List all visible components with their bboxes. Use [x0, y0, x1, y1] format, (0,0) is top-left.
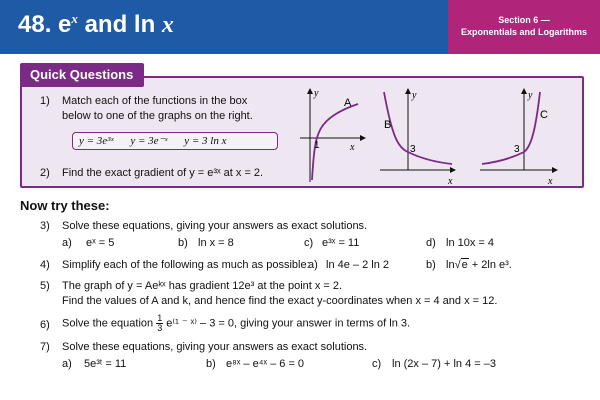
graph-c-curve — [482, 92, 540, 164]
q2-text: Find the exact gradient of y = e³ˣ at x = 2. — [62, 167, 264, 179]
graph-a-intercept: 1 — [314, 140, 320, 151]
function-2: y = 3e⁻ˣ — [130, 135, 168, 147]
q7-b-label: b) — [206, 358, 216, 370]
q3-text: Solve these equations, giving your answers as exact solutions. — [62, 220, 368, 232]
q3-b: ln x = 8 — [198, 237, 234, 249]
q4-number: 4) — [40, 259, 50, 271]
graph-b-x-arrow — [450, 167, 456, 173]
q7-c-label: c) — [372, 358, 382, 370]
q6-frac-num: 1 — [157, 313, 163, 323]
q6-fraction — [156, 314, 163, 333]
q2-number: 2) — [40, 167, 50, 179]
q4-b-sqrt: e — [461, 259, 468, 271]
title-x: x — [161, 12, 174, 38]
q7-b: e⁸ˣ – e⁴ˣ – 6 = 0 — [226, 358, 305, 370]
graph-b-y-label: y — [412, 90, 417, 101]
q3-d-label: d) — [426, 237, 436, 249]
graph-a-x-arrow — [360, 135, 366, 141]
q6-pre: Solve the equation — [62, 317, 154, 330]
q7-a-label: a) — [62, 358, 72, 370]
graph-c-x-arrow — [552, 167, 558, 173]
graph-b-x-label: x — [448, 176, 453, 187]
q6-post: e⁽¹ ⁻ ˣ⁾ – 3 = 0, giving your answer in terms of ln 3. — [166, 317, 411, 330]
q6-number: 6) — [40, 319, 50, 331]
graph-c-label: C — [540, 109, 548, 121]
q4-a: ln 4e – 2 ln 2 — [326, 259, 389, 271]
q3-number: 3) — [40, 220, 50, 232]
graph-b — [378, 86, 460, 190]
function-3: y = 3 ln x — [184, 135, 227, 147]
graph-c-y-label: y — [528, 90, 533, 101]
graph-a-x-label: x — [350, 142, 355, 153]
q3-b-label: b) — [178, 237, 188, 249]
q3-c-label: c) — [304, 237, 314, 249]
quick-questions-tab: Quick Questions — [20, 63, 144, 87]
q4-text: Simplify each of the following as much as possible: — [62, 259, 310, 271]
graph-b-label: B — [384, 119, 392, 131]
q6-text — [62, 314, 410, 333]
graph-a — [296, 86, 368, 186]
q4-b: ln√e + 2ln e³. — [446, 259, 512, 271]
q3-a: eˣ = 5 — [86, 237, 115, 249]
q1-line-2: below to one of the graphs on the right. — [62, 110, 253, 122]
graph-b-y-arrow — [405, 88, 411, 94]
q7-number: 7) — [40, 341, 50, 353]
graph-c-x-label: x — [548, 176, 553, 187]
q7-c: ln (2x – 7) + ln 4 = –3 — [392, 358, 496, 370]
q3-a-label: a) — [62, 237, 72, 249]
q5-line-2: Find the values of A and k, and hence find the exact y-coordinates when x = 4 and x = 12. — [62, 295, 498, 307]
now-try-heading: Now try these: — [20, 198, 110, 213]
graph-c-intercept: 3 — [514, 144, 520, 155]
q1-line-1: Match each of the functions in the box — [62, 95, 248, 107]
q4-a-label: a) — [308, 259, 318, 271]
section-badge — [448, 0, 600, 54]
q6-frac-den: 3 — [157, 323, 163, 333]
q5-number: 5) — [40, 280, 50, 292]
page-title — [18, 11, 174, 39]
q3-c: e³ˣ = 11 — [322, 237, 360, 249]
section-line-1: Section 6 — — [498, 15, 550, 25]
q4-b-label: b) — [426, 259, 436, 271]
title-and-ln: and ln — [84, 11, 156, 38]
graph-a-y-label: y — [314, 88, 319, 99]
function-1: y = 3e³ˣ — [79, 135, 114, 147]
q4-b-ln: ln — [446, 259, 455, 271]
q4-b-rest: + 2ln e³. — [471, 259, 512, 271]
q7-a: 5e³ᵗ = 11 — [84, 358, 127, 370]
section-line-2: Exponentials and Logarithms — [460, 27, 588, 37]
title-number: 48. — [18, 11, 52, 38]
graph-b-curve — [384, 92, 452, 164]
graph-c — [478, 86, 562, 190]
q3-d: ln 10x = 4 — [446, 237, 495, 249]
graph-a-label: A — [344, 97, 352, 109]
title-superscript: x — [71, 11, 78, 26]
title-e: e — [58, 11, 72, 38]
function-box — [72, 132, 278, 150]
q1-number: 1) — [40, 95, 50, 107]
graph-b-intercept: 3 — [410, 144, 416, 155]
q7-text: Solve these equations, giving your answers as exact solutions. — [62, 341, 368, 353]
q5-line-1: The graph of y = Aeᵏˣ has gradient 12e³ at the point x = 2. — [62, 280, 343, 292]
graph-a-y-arrow — [307, 88, 313, 94]
graph-c-y-arrow — [521, 88, 527, 94]
